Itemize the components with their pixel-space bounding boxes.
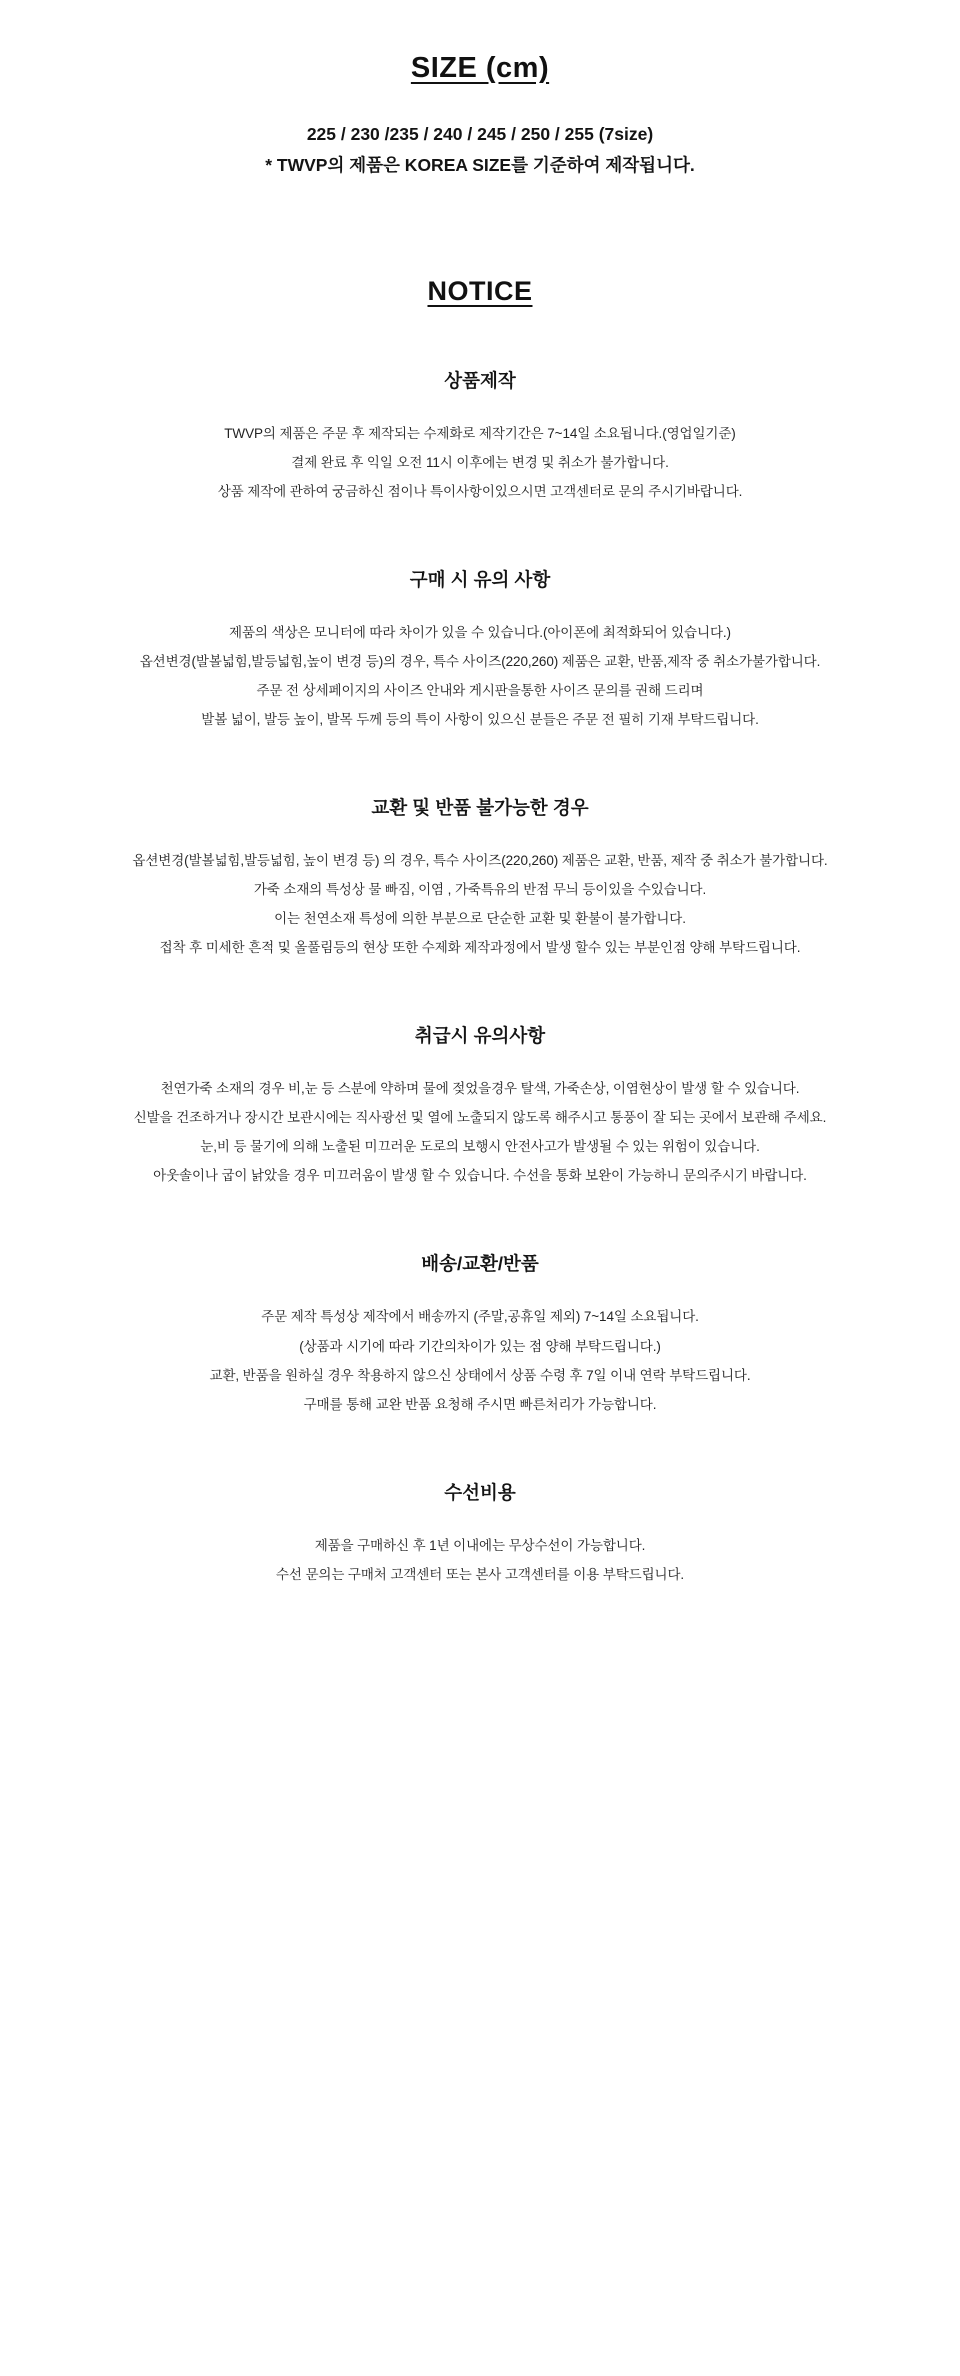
notice-line: 주문 제작 특성상 제작에서 배송까지 (주말,공휴일 제외) 7~14일 소요됩니다. bbox=[261, 1309, 699, 1325]
notice-line: 구매를 통해 교완 반품 요청해 주시면 빠른처리가 가능합니다. bbox=[303, 1396, 657, 1412]
notice-block-heading: 교환 및 반품 불가능한 경우 bbox=[371, 797, 589, 819]
notice-line: 발볼 넓이, 발등 높이, 발목 두께 등의 특이 사항이 있으신 분들은 주문 전 필히 기재 부탁드립니다. bbox=[201, 712, 759, 728]
notice-line: 이는 천연소재 특성에 의한 부분으로 단순한 교환 및 환불이 불가합니다. bbox=[274, 911, 686, 927]
notice-block-heading: 상품제작 bbox=[444, 370, 516, 392]
notice-line: (상품과 시기에 따라 기간의차이가 있는 점 양해 부탁드립니다.) bbox=[299, 1338, 661, 1354]
bottom-spacer bbox=[0, 1589, 960, 1699]
notice-line: 수선 문의는 구매처 고객센터 또는 본사 고객센터를 이용 부탁드립니다. bbox=[275, 1566, 685, 1582]
notice-block-lines bbox=[0, 618, 960, 734]
notice-line: 제품을 구매하신 후 1년 이내에는 무상수선이 가능합니다. bbox=[314, 1537, 646, 1553]
notice-line: 상품 제작에 관하여 궁금하신 점이나 특이사항이있으시면 고객센터로 문의 주시기바랍니다. bbox=[217, 484, 743, 500]
notice-block-heading: 구매 시 유의 사항 bbox=[409, 569, 551, 591]
notice-line: 가죽 소재의 특성상 물 빠짐, 이염 , 가죽특유의 반점 무늬 등이있을 수있습니다. bbox=[253, 882, 707, 898]
notice-line: 접착 후 미세한 흔적 및 올풀림등의 현상 또한 수제화 제작과정에서 발생 할수 있는 부분인점 양해 부탁드립니다. bbox=[159, 940, 801, 956]
notice-line: 옵션변경(발볼넓힘,발등넓힘, 높이 변경 등) 의 경우, 특수 사이즈(220,260) 제품은 교환, 반품, 제작 중 취소가 불가합니다. bbox=[132, 853, 828, 869]
notice-block bbox=[0, 1022, 960, 1190]
notice-line: TWVP의 제품은 주문 후 제작되는 수제화로 제작기간은 7~14일 소요됩니다.(영업일기준) bbox=[224, 426, 736, 442]
size-section-title: SIZE (cm) bbox=[410, 52, 550, 84]
notice-block bbox=[0, 1250, 960, 1418]
notice-line: 결제 완료 후 익일 오전 11시 이후에는 변경 및 취소가 불가합니다. bbox=[291, 455, 669, 471]
notice-block-heading: 수선비용 bbox=[444, 1481, 516, 1503]
notice-line: 옵션변경(발볼넓힘,발등넓힘,높이 변경 등)의 경우, 특수 사이즈(220,260) 제품은 교환, 반품,제작 중 취소가불가합니다. bbox=[139, 654, 821, 670]
size-line: 225 / 230 /235 / 240 / 245 / 250 / 255 (7size) bbox=[306, 124, 654, 144]
notice-block-lines bbox=[0, 1531, 960, 1589]
notice-block bbox=[0, 794, 960, 962]
notice-block-heading: 배송/교환/반품 bbox=[421, 1253, 539, 1275]
notice-block-lines bbox=[0, 1302, 960, 1418]
notice-block-lines bbox=[0, 419, 960, 506]
notice-line: 교환, 반품을 원하실 경우 착용하지 않으신 상태에서 상품 수령 후 7일 이내 연락 부탁드립니다. bbox=[209, 1367, 751, 1383]
notice-block-lines bbox=[0, 846, 960, 962]
notice-line: 아웃솔이나 굽이 낡았을 경우 미끄러움이 발생 할 수 있습니다. 수선을 통화 보완이 가능하니 문의주시기 바랍니다. bbox=[153, 1168, 807, 1184]
notice-line: 천연가죽 소재의 경우 비,눈 등 스분에 약하며 물에 젖었을경우 탈색, 가죽손상, 이염현상이 발생 할 수 있습니다. bbox=[160, 1081, 800, 1097]
notice-line: 주문 전 상세페이지의 사이즈 안내와 게시판을통한 사이즈 문의를 권해 드리며 bbox=[256, 683, 704, 699]
notice-block-heading: 취급시 유의사항 bbox=[414, 1025, 546, 1047]
notice-section-title: NOTICE bbox=[427, 276, 533, 307]
notice-line: 제품의 색상은 모니터에 따라 차이가 있을 수 있습니다.(아이폰에 최적화되어 있습니다.) bbox=[229, 625, 731, 641]
notice-block bbox=[0, 566, 960, 734]
size-section-lines bbox=[0, 119, 960, 180]
notice-line: 신발을 건조하거나 장시간 보관시에는 직사광선 및 열에 노출되지 않도록 해주시고 통풍이 잘 되는 곳에서 보관해 주세요. bbox=[133, 1110, 827, 1126]
notice-block bbox=[0, 1479, 960, 1589]
notice-block-lines bbox=[0, 1074, 960, 1190]
notice-block bbox=[0, 367, 960, 506]
notice-line: 눈,비 등 물기에 의해 노출된 미끄러운 도로의 보행시 안전사고가 발생될 수 있는 위험이 있습니다. bbox=[200, 1139, 760, 1155]
size-line: * TWVP의 제품은 KOREA SIZE를 기준하여 제작됩니다. bbox=[265, 154, 695, 175]
